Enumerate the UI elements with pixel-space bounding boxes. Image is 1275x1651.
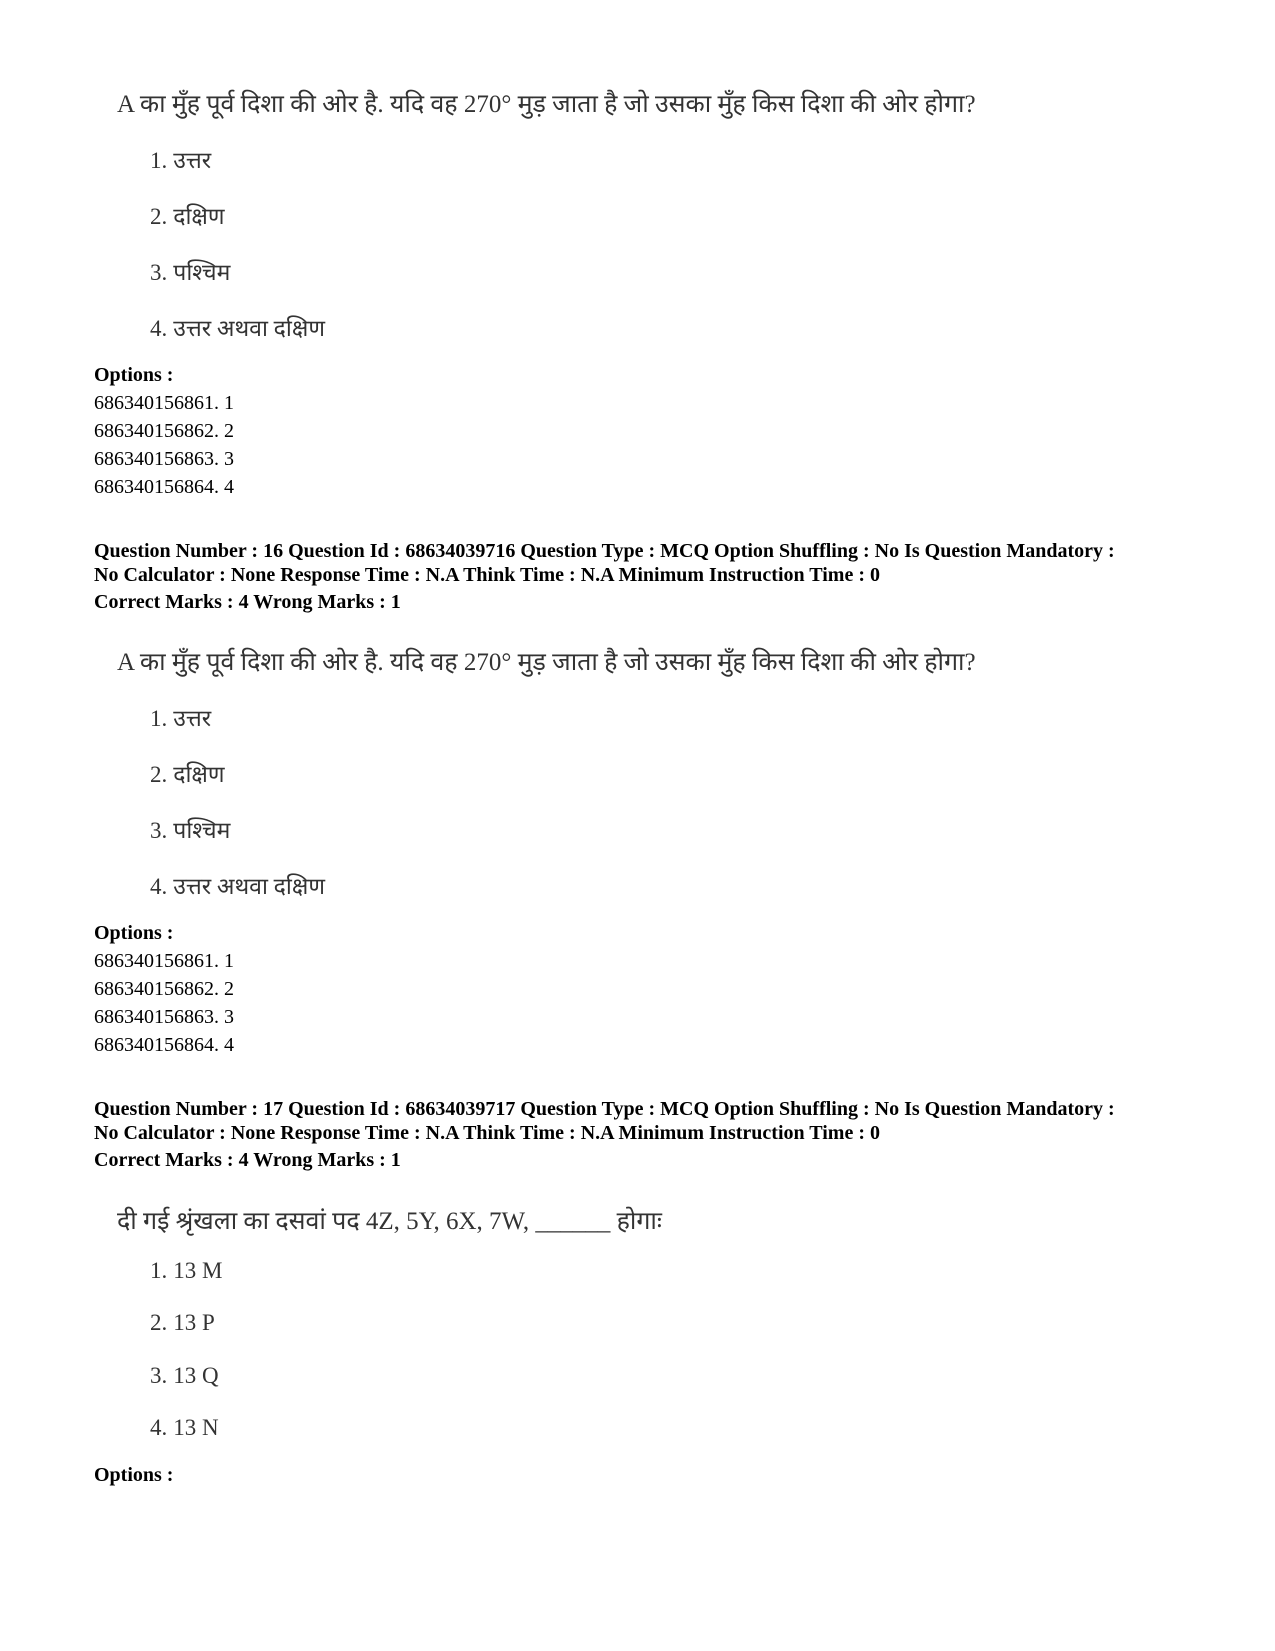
choice-2 [150, 199, 225, 231]
choice-number: 1. [150, 706, 168, 731]
question-text: दी गई श्रृंखला का दसवां पद 4Z, 5Y, 6X, 7W, ______ होगाः [117, 1208, 662, 1235]
choice-label: पश्चिम [173, 260, 231, 285]
choice-number: 2. [150, 1310, 168, 1335]
choice-number: 3. [150, 260, 168, 285]
option-id-line: 686340156863. 3 [94, 1006, 234, 1028]
option-id-line: 686340156864. 4 [94, 476, 234, 498]
choice-label: 13 Q [173, 1363, 219, 1388]
option-id-line: 686340156864. 4 [94, 1034, 234, 1056]
choice-number: 4. [150, 1415, 168, 1440]
choice-label: 13 M [173, 1258, 223, 1283]
choice-label: उत्तर अथवा दक्षिण [173, 316, 325, 341]
options-label: Options : [94, 1464, 174, 1486]
choice-label: उत्तर [173, 148, 212, 173]
option-id-line: 686340156862. 2 [94, 978, 234, 1000]
choice-4 [150, 311, 325, 343]
question-meta-line-2: No Calculator : None Response Time : N.A Think Time : N.A Minimum Instruction Time : 0 [94, 1122, 880, 1144]
choice-label: 13 P [173, 1310, 215, 1335]
choice-4 [150, 1415, 219, 1441]
choice-2 [150, 1310, 215, 1336]
choice-number: 4. [150, 874, 168, 899]
choice-number: 4. [150, 316, 168, 341]
option-id-line: 686340156862. 2 [94, 420, 234, 442]
question-text: A का मुँह पूर्व दिशा की ओर है. यदि वह 270° मुड़ जाता है जो उसका मुँह किस दिशा की ओर होगा? [117, 91, 976, 118]
choice-number: 2. [150, 762, 168, 787]
options-label: Options : [94, 922, 174, 944]
choice-number: 3. [150, 818, 168, 843]
choice-label: उत्तर अथवा दक्षिण [173, 874, 325, 899]
question-meta-line-2: No Calculator : None Response Time : N.A Think Time : N.A Minimum Instruction Time : 0 [94, 564, 880, 586]
choice-label: दक्षिण [173, 204, 225, 229]
choice-label: पश्चिम [173, 818, 231, 843]
question-marks-line: Correct Marks : 4 Wrong Marks : 1 [94, 591, 401, 613]
choice-label: उत्तर [173, 706, 212, 731]
choice-1 [150, 701, 211, 733]
choice-2 [150, 757, 225, 789]
choice-number: 1. [150, 1258, 168, 1283]
choice-label: दक्षिण [173, 762, 225, 787]
question-marks-line: Correct Marks : 4 Wrong Marks : 1 [94, 1149, 401, 1171]
option-id-line: 686340156863. 3 [94, 448, 234, 470]
option-id-line: 686340156861. 1 [94, 392, 234, 414]
choice-number: 3. [150, 1363, 168, 1388]
choice-number: 2. [150, 204, 168, 229]
question-meta-line-1: Question Number : 16 Question Id : 68634039716 Question Type : MCQ Option Shuffling : No Is Question Mandatory : [94, 540, 1115, 562]
choice-3 [150, 1363, 219, 1389]
choice-4 [150, 869, 325, 901]
options-label: Options : [94, 364, 174, 386]
choice-3 [150, 813, 230, 845]
choice-label: 13 N [173, 1415, 219, 1440]
question-meta-line-1: Question Number : 17 Question Id : 68634039717 Question Type : MCQ Option Shuffling : No Is Question Mandatory : [94, 1098, 1115, 1120]
choice-number: 1. [150, 148, 168, 173]
question-text: A का मुँह पूर्व दिशा की ओर है. यदि वह 270° मुड़ जाता है जो उसका मुँह किस दिशा की ओर होगा? [117, 649, 976, 676]
choice-1 [150, 143, 211, 175]
choice-3 [150, 255, 230, 287]
choice-1 [150, 1258, 222, 1284]
option-id-line: 686340156861. 1 [94, 950, 234, 972]
